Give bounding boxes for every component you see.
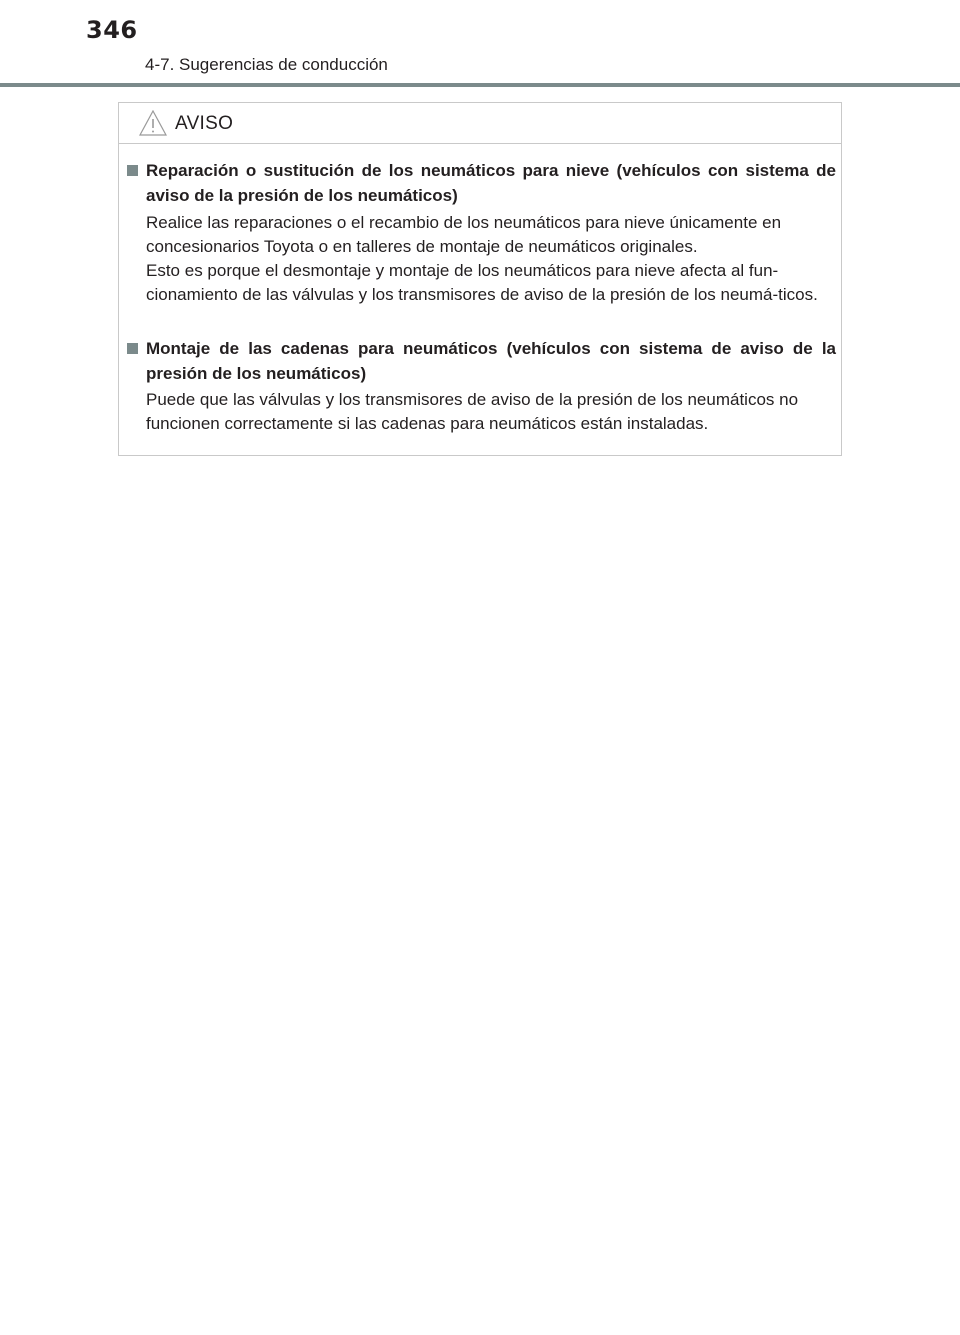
square-bullet-icon (127, 343, 138, 354)
warning-item-heading: Reparación o sustitución de los neumáticos para nieve (vehículos con sistema de aviso de la presión de los neumáticos) (146, 161, 836, 205)
warning-box (118, 102, 842, 456)
section-title: 4-7. Sugerencias de conducción (145, 55, 388, 74)
warning-header (119, 103, 841, 144)
warning-triangle-icon (139, 110, 167, 136)
paragraph: Realice las reparaciones o el recambio de los neumáticos para nieve únicamente en concesionarios Toyota o en talleres de montaje de neumáticos originales. (146, 213, 782, 256)
square-bullet-icon (127, 165, 138, 176)
paragraph: Puede que las válvulas y los transmisores de aviso de la presión de los neumáticos no funcionen correctamente si las cadenas para neumáticos están instaladas. (146, 390, 799, 433)
page-header (0, 0, 960, 92)
paragraph: Esto es porque el desmontaje y montaje de los neumáticos para nieve afecta al fun-cionamiento de las válvulas y los transmisores de aviso de la presión de los neumá-ticos. (146, 261, 818, 304)
page-number: 346 (86, 16, 138, 44)
warning-title: AVISO (175, 113, 234, 134)
warning-item-heading: Montaje de las cadenas para neumáticos (vehículos con sistema de aviso de la presión de los neumáticos) (146, 339, 836, 383)
warning-item-body (146, 211, 836, 307)
header-divider (0, 83, 960, 87)
warning-item-body (146, 388, 836, 436)
